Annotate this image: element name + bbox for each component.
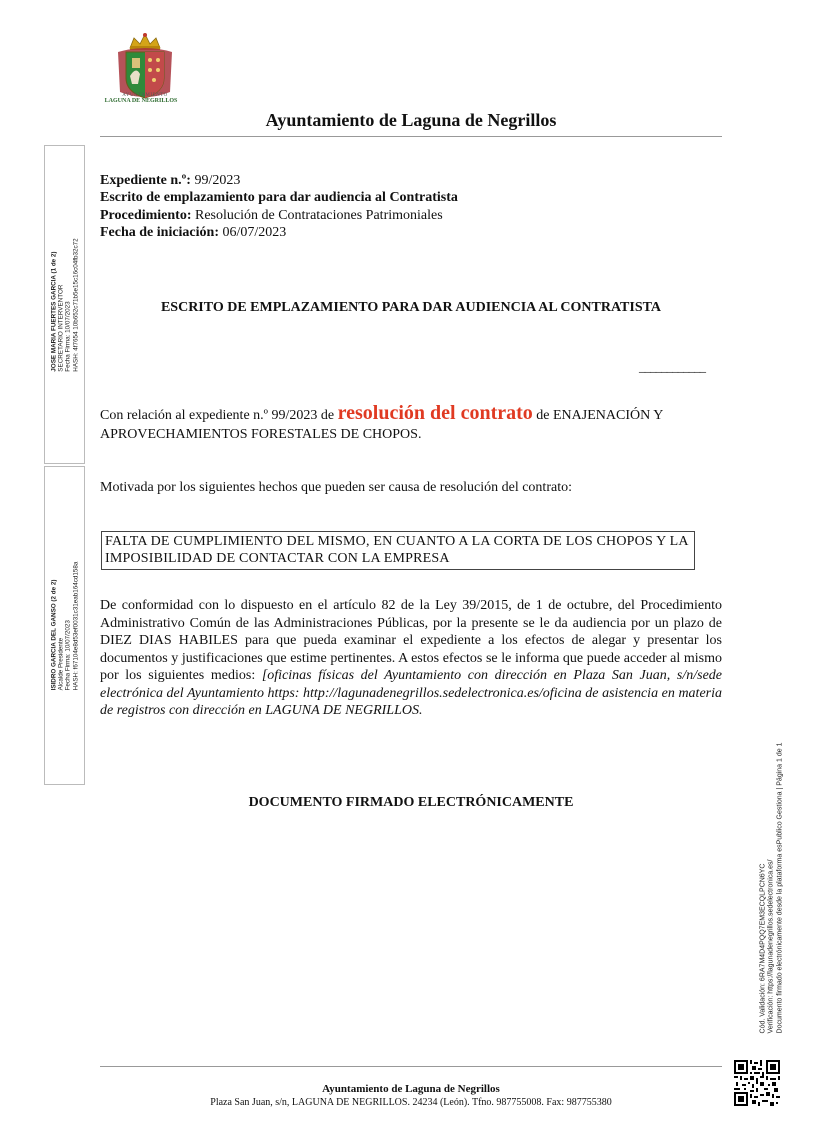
procedimiento-label: Procedimiento: bbox=[100, 207, 192, 223]
signature-2-text bbox=[50, 561, 79, 690]
paragraph-motivation: Motivada por los siguientes hechos que pueden ser causa de resolución del contrato: bbox=[100, 480, 572, 495]
paragraph-conformity-italic: [oficinas físicas del Ayuntamiento con dirección en Plaza San Juan, s/n/sede electrónica del Ayuntamiento https: http://lagunadenegrillos.sedelectronica.es/oficina de asistencia en materia de registros con dirección en LAGUNA DE NEGRILLOS. bbox=[100, 668, 722, 718]
signature-box-2 bbox=[44, 466, 85, 785]
signature-1-role: SECRETARIO INTERVENTOR bbox=[57, 284, 65, 372]
validation-text bbox=[760, 743, 785, 1034]
document-metadata bbox=[100, 172, 458, 241]
paragraph-conformity bbox=[100, 597, 722, 720]
paragraph-relation bbox=[100, 404, 722, 444]
procedimiento-value: Resolución de Contrataciones Patrimoniales bbox=[195, 207, 443, 223]
paragraph-conformity-text: De conformidad con lo dispuesto en el artículo 82 de la Ley 39/2015, de 1 de octubre, del Procedimiento Administrativo Común de las Administraciones Públicas, por la presente se le da audiencia por un plazo de DIEZ DIAS HABILES para que pueda examinar el expediente a los efectos de alegar y presentar los documentos y justificaciones que estime pertinentes. A estos efectos se le informa que puede acceder al mismo por los siguientes medios: bbox=[100, 598, 722, 683]
reasons-box: FALTA DE CUMPLIMIENTO DEL MISMO, EN CUANTO A LA CORTA DE LOS CHOPOS Y LA IMPOSIBILIDAD DE CONTACTAR CON LA EMPRESA bbox=[101, 531, 695, 570]
signature-1-hash: HASH: 4f7654 10b652c71b5e15c16c04fb32c72 bbox=[71, 237, 79, 372]
signature-2-date: Fecha Firma: 10/07/2023 bbox=[64, 619, 72, 690]
validation-platform: Documento firmado electrónicamente desde la plataforma esPublico Gestiona | Página 1 de 1 bbox=[776, 742, 784, 1034]
document-heading: ESCRITO DE EMPLAZAMIENTO PARA DAR AUDIENCIA AL CONTRATISTA bbox=[160, 300, 662, 315]
footer-divider bbox=[100, 1066, 722, 1067]
footer-title: Ayuntamiento de Laguna de Negrillos bbox=[322, 1083, 500, 1095]
signature-box-1 bbox=[44, 145, 85, 464]
validation-url: Verificación: https://lagunadenegrillos.sedelectronica.es/ bbox=[767, 859, 775, 1034]
separator-line: ____________ bbox=[639, 359, 705, 374]
escrito-title: Escrito de emplazamiento para dar audiencia al Contratista bbox=[100, 190, 458, 206]
logo-caption: LAGUNA DE NEGRILLOS bbox=[104, 98, 178, 104]
footer-address: Plaza San Juan, s/n, LAGUNA DE NEGRILLOS. 24234 (León). Tfno. 987755008. Fax: 987755380 bbox=[210, 1097, 612, 1108]
logo-caption-small: AYUNTAMIENTO bbox=[122, 93, 168, 98]
signature-2-role: Alcalde Presidente bbox=[57, 637, 65, 690]
paragraph-relation-after: de ENAJENACIÓN Y APROVECHAMIENTOS FORESTALES DE CHOPOS. bbox=[100, 408, 663, 442]
signature-1-date: Fecha Firma: 10/07/2023 bbox=[64, 300, 72, 372]
paragraph-relation-before: Con relación al expediente n.º 99/2023 de bbox=[100, 408, 338, 423]
signed-notice: DOCUMENTO FIRMADO ELECTRÓNICAMENTE bbox=[248, 795, 574, 810]
signature-1-name: JOSE MARIA FUERTES GARCIA (1 de 2) bbox=[50, 250, 58, 372]
fecha-label: Fecha de iniciación: bbox=[100, 224, 219, 240]
qr-code-icon bbox=[734, 1060, 780, 1106]
fecha-value: 06/07/2023 bbox=[222, 224, 287, 240]
signature-1-text bbox=[50, 238, 79, 371]
expediente-value: 99/2023 bbox=[194, 173, 241, 188]
expediente-label: Expediente n.º: bbox=[100, 173, 191, 188]
signature-2-name: ISIDRO GARCIA DEL GANSO (2 de 2) bbox=[50, 579, 58, 690]
page-title: Ayuntamiento de Laguna de Negrillos bbox=[265, 110, 557, 130]
header-divider bbox=[100, 136, 722, 137]
validation-code: Cód. Validación: 6RA7M4D4PQQ7EM3ECQLPCN6YC bbox=[759, 863, 767, 1034]
signature-2-hash: HASH: f67104e8d53ef0031c31eab164cd158a bbox=[71, 561, 79, 690]
paragraph-relation-highlight: resolución del contrato bbox=[337, 402, 533, 424]
